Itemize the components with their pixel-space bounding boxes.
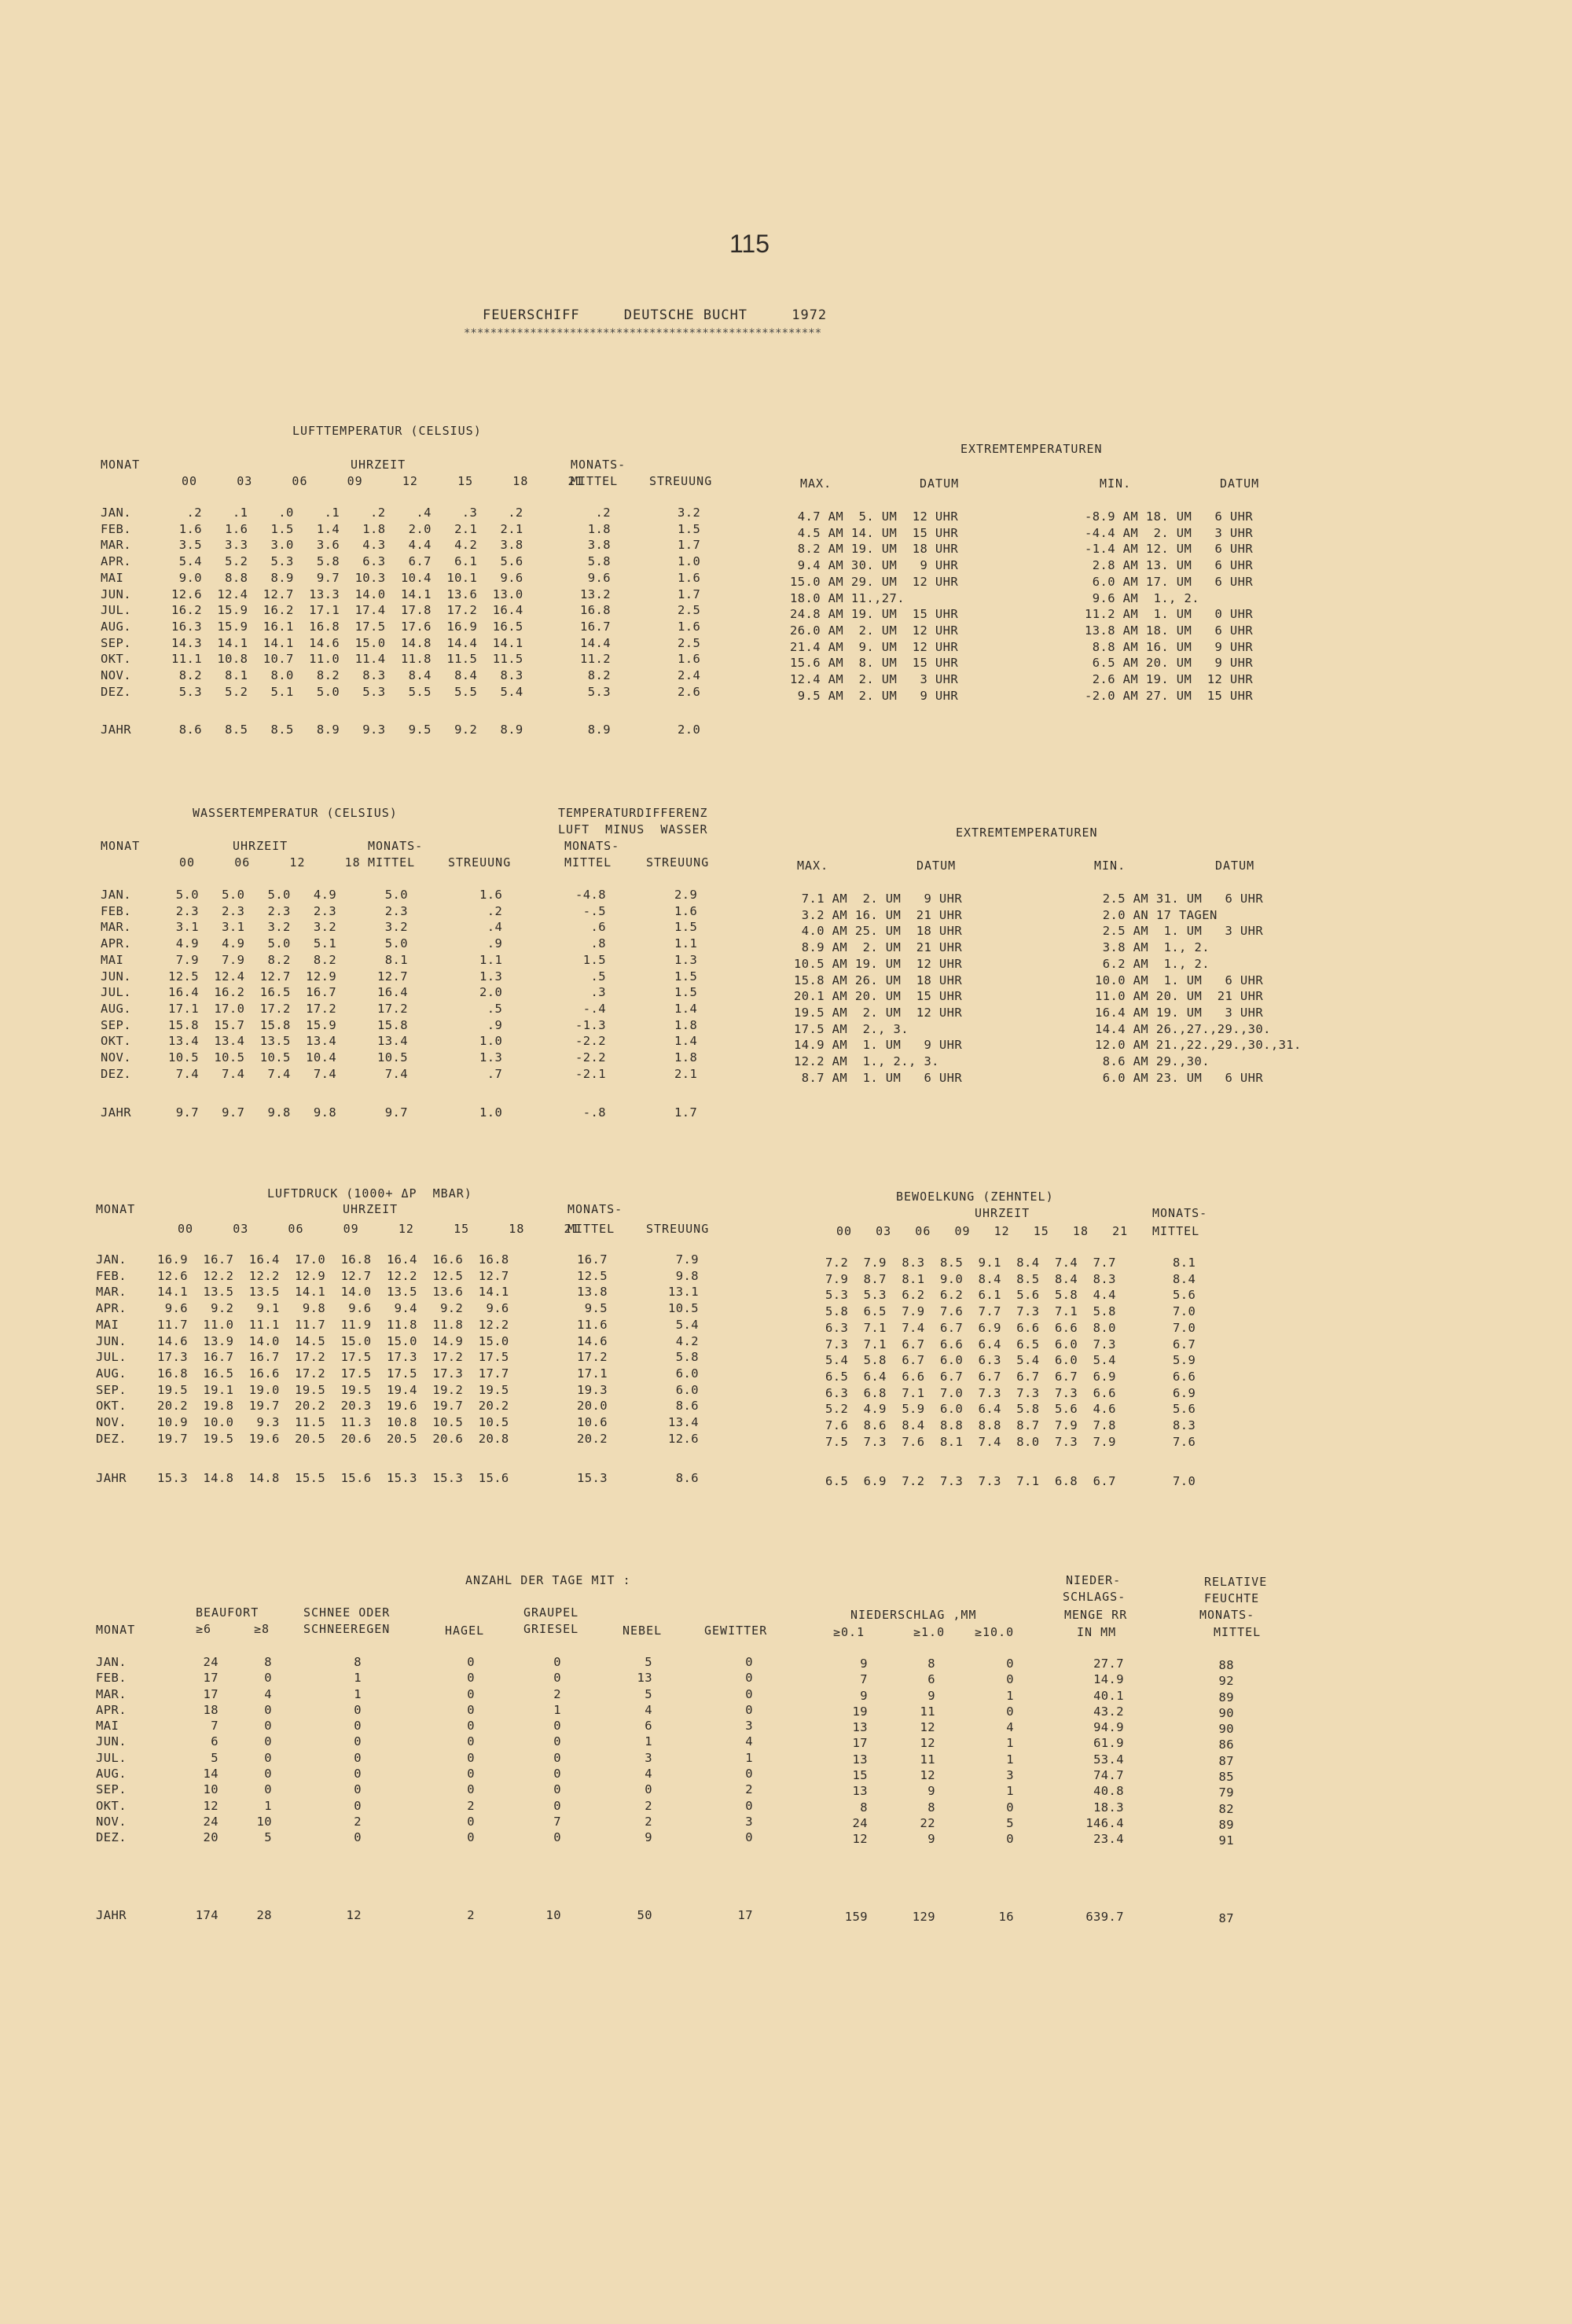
pressure-title: LUFTDRUCK (1000+ ΔP MBAR)	[267, 1186, 472, 1201]
air-extrem-title: EXTREMTEMPERATUREN	[960, 442, 1103, 456]
air-header-max: MAX.	[800, 476, 832, 491]
water-months-column: JAN. FEB. MAR. APR. MAI JUN. JUL. AUG. SEP. OKT. NOV. DEZ.	[101, 888, 131, 1081]
days-header-gewitter: GEWITTER	[704, 1623, 768, 1638]
cloud-jahr-mittel: 7.0	[1173, 1474, 1196, 1488]
days-jahr-n1: 129	[912, 1910, 935, 1924]
water-mittel-column: 5.0 2.3 3.2 5.0 8.1 12.7 16.4 17.2 15.8 13.4 10.5 7.4	[377, 888, 408, 1081]
days-header-rel4: MITTEL	[1214, 1625, 1262, 1639]
water-header-datum: DATUM	[916, 859, 957, 873]
water-header-max: MAX.	[797, 859, 829, 873]
air-header-monats: MONATS-	[571, 458, 626, 472]
water-header-streuung: STREUUNG	[448, 855, 512, 870]
days-jahr-b6: 174	[195, 1908, 219, 1922]
air-header-hours: 00 03 06 09 12 15 18 21	[182, 474, 584, 488]
days-header-schnee1: SCHNEE ODER	[303, 1605, 391, 1620]
pressure-header-hours: 00 03 06 09 12 15 18 21	[178, 1222, 580, 1236]
pressure-months-column: JAN. FEB. MAR. APR. MAI JUN. JUL. AUG. SEP. OKT. NOV. DEZ.	[96, 1252, 127, 1446]
water-header-datum2: DATUM	[1215, 859, 1255, 873]
days-header-nieder1: NIEDER-	[1066, 1573, 1122, 1587]
air-months-column: JAN. FEB. MAR. APR. MAI JUN. JUL. AUG. SEP. OKT. NOV. DEZ.	[101, 506, 131, 699]
cloud-title: BEWOELKUNG (ZEHNTEL)	[896, 1190, 1054, 1204]
water-header-uhrzeit: UHRZEIT	[233, 839, 288, 853]
days-rel-column: 88 92 89 90 90 86 87 85 79 82 89 91	[1218, 1658, 1234, 1848]
days-header-n1: ≥1.0	[913, 1625, 946, 1639]
air-jahr-mittel: 8.9	[580, 723, 611, 737]
days-b8-column: 8 0 4 0 0 0 0 0 0 1 10 5	[256, 1655, 272, 1845]
cloud-header-uhrzeit: UHRZEIT	[975, 1206, 1030, 1220]
cloud-jahr-hours: 6.5 6.9 7.2 7.3 7.3 7.1 6.8 6.7	[825, 1474, 1116, 1488]
days-months-column: JAN. FEB. MAR. APR. MAI JUN. JUL. AUG. SEP. OKT. NOV. DEZ.	[96, 1655, 127, 1845]
days-header-nieder2: SCHLAGS-	[1063, 1590, 1126, 1604]
water-diff-header-mittel: MITTEL	[564, 855, 612, 870]
air-header-datum: DATUM	[920, 476, 960, 491]
pressure-jahr-hours: 15.3 14.8 14.8 15.5 15.6 15.3 15.3 15.6	[157, 1471, 509, 1485]
days-header-b6: ≥6	[196, 1622, 212, 1636]
air-max-column: 4.7 AM 5. UM 12 UHR 4.5 AM 14. UM 15 UHR 8.2 AM 19. UM 18 UHR 9.4 AM 30. UM 9 UHR 15.0 AM 29. UM 12 UHR 18.0 AM 11.,27. 24.8 AM 19. UM 15 UHR 26.0 AM 2. UM 12 UHR 21.4 AM 9. UM 12 UHR 15.6 AM 8. UM 15 UHR 12.4 AM 2. UM 3 UHR 9.5 AM 2. UM 9 UHR	[790, 509, 959, 703]
days-schnee-column: 8 1 1 0 0 0 0 0 0 0 2 0	[354, 1655, 362, 1845]
water-min-column: 2.5 AM 31. UM 6 UHR 2.0 AN 17 TAGEN 2.5 AM 1. UM 3 UHR 3.8 AM 1., 2. 6.2 AM 1., 2. 10.0 AM 1. UM 6 UHR 11.0 AM 20. UM 21 UHR 16.4 AM 19. UM 3 UHR 14.4 AM 26.,27.,29.,30. 12.0 AM 21.,22.,29.,30.,31. 8.6 AM 29.,30. 6.0 AM 23. UM 6 UHR	[1095, 892, 1302, 1085]
days-n01-column: 9 7 9 19 13 17 13 15 13 8 24 12	[852, 1657, 868, 1847]
air-header-datum2: DATUM	[1220, 476, 1260, 491]
water-jahr-label: JAHR	[101, 1105, 131, 1120]
page-number: 115	[729, 230, 770, 258]
days-header-graupel1: GRAUPEL	[523, 1605, 579, 1620]
pressure-header-monats: MONATS-	[567, 1202, 623, 1216]
cloud-mittel-column: 8.1 8.4 5.6 7.0 7.0 6.7 5.9 6.6 6.9 5.6 8.3 7.6	[1173, 1256, 1196, 1449]
pressure-mittel-column: 16.7 12.5 13.8 9.5 11.6 14.6 17.2 17.1 19.3 20.0 10.6 20.2	[577, 1252, 608, 1446]
water-diff-header-streuung: STREUUNG	[646, 855, 710, 870]
air-hours-column: .2 .1 .0 .1 .2 .4 .3 .2 1.6 1.6 1.5 1.4 1.8 2.0 2.1 2.1 3.5 3.3 3.0 3.6 4.3 4.4 4.2 3.8 5.4 5.2 5.3 5.8 6.3 6.7 6.1 5.6 9.0 8.8 8.9 9.7 10.3 10.4 10.1 9.6 12.6 12.4 12.7 13.3 14.0 14.1 13.6 13.0 16.2 15.9 16.2 17.1 17.4 17.8 17.2 16.4 16.3 15.9 16.1 16.8 17.5 17.6 16.9 16.5 14.3 14.1 14.1 14.6 15.0 14.8 14.4 14.1 11.1 10.8 10.7 11.0 11.4 11.8 11.5 11.5 8.2 8.1 8.0 8.2 8.3 8.4 8.4 8.3 5.3 5.2 5.1 5.0 5.3 5.5 5.5 5.4	[171, 506, 523, 699]
water-header-hours: 00 06 12 18	[179, 855, 361, 870]
days-rr-column: 27.7 14.9 40.1 43.2 94.9 61.9 53.4 74.7 40.8 18.3 146.4 23.4	[1085, 1657, 1124, 1847]
water-header-monats: MONATS-	[368, 839, 424, 853]
air-header-mittel: MITTEL	[571, 474, 619, 488]
days-jahr-graupel: 10	[545, 1908, 561, 1922]
water-jahr-diff-mittel: -.8	[575, 1105, 606, 1120]
water-header-min: MIN.	[1094, 859, 1126, 873]
days-header-b8: ≥8	[254, 1622, 270, 1636]
water-jahr-streuung: 1.0	[479, 1105, 503, 1120]
title-underline: ******************************************************	[464, 327, 822, 340]
pressure-jahr-mittel: 15.3	[577, 1471, 608, 1485]
days-jahr-label: JAHR	[96, 1908, 127, 1922]
pressure-streuung-column: 7.9 9.8 13.1 10.5 5.4 4.2 5.8 6.0 6.0 8.6 13.4 12.6	[668, 1252, 699, 1446]
air-jahr-streuung: 2.0	[678, 723, 701, 737]
water-jahr-mittel: 9.7	[377, 1105, 408, 1120]
days-hagel-column: 0 0 0 0 0 0 0 0 0 2 0 0	[467, 1655, 475, 1845]
pressure-header-mittel: MITTEL	[567, 1222, 615, 1236]
days-jahr-schnee: 12	[346, 1908, 362, 1922]
days-header-graupel2: GRIESEL	[523, 1622, 579, 1636]
water-diff-header-monats: MONATS-	[564, 839, 620, 853]
air-streuung-column: 3.2 1.5 1.7 1.0 1.6 1.7 2.5 1.6 2.5 1.6 2.4 2.6	[678, 506, 701, 699]
pressure-hours-column: 16.9 16.7 16.4 17.0 16.8 16.4 16.6 16.8 12.6 12.2 12.2 12.9 12.7 12.2 12.5 12.7 14.1 13.5 13.5 14.1 14.0 13.5 13.6 14.1 9.6 9.2 9.1 9.8 9.6 9.4 9.2 9.6 11.7 11.0 11.1 11.7 11.9 11.8 11.8 12.2 14.6 13.9 14.0 14.5 15.0 15.0 14.9 15.0 17.3 16.7 16.7 17.2 17.5 17.3 17.2 17.5 16.8 16.5 16.6 17.2 17.5 17.5 17.3 17.7 19.5 19.1 19.0 19.5 19.5 19.4 19.2 19.5 20.2 19.8 19.7 20.2 20.3 19.6 19.7 20.2 10.9 10.0 9.3 11.5 11.3 10.8 10.5 10.5 19.7 19.5 19.6 20.5 20.6 20.5 20.6 20.8	[157, 1252, 509, 1446]
air-header-monat: MONAT	[101, 458, 141, 472]
days-header-beaufort: BEAUFORT	[196, 1605, 259, 1620]
days-header-hagel: HAGEL	[445, 1623, 485, 1638]
days-header-niederschlag: NIEDERSCHLAG ,MM	[850, 1608, 977, 1622]
days-header-rel1: RELATIVE	[1204, 1575, 1268, 1589]
days-jahr-gewitter: 17	[737, 1908, 753, 1922]
days-header-n01: ≥0.1	[833, 1625, 865, 1639]
water-diff-subtitle: LUFT MINUS WASSER	[558, 822, 708, 837]
page-title: FEUERSCHIFF DEUTSCHE BUCHT 1972	[483, 307, 828, 323]
days-jahr-nebel: 50	[637, 1908, 652, 1922]
pressure-jahr-streuung: 8.6	[668, 1471, 699, 1485]
water-diff-title: TEMPERATURDIFFERENZ	[558, 806, 708, 820]
days-header-rel3: MONATS-	[1199, 1608, 1255, 1622]
days-n10-column: 0 0 1 0 4 1 1 3 1 0 5 0	[1006, 1657, 1014, 1847]
air-min-column: -8.9 AM 18. UM 6 UHR -4.4 AM 2. UM 3 UHR -1.4 AM 12. UM 6 UHR 2.8 AM 13. UM 6 UHR 6.0 AM 17. UM 6 UHR 9.6 AM 1., 2. 11.2 AM 1. UM 0 UHR 13.8 AM 18. UM 6 UHR 8.8 AM 16. UM 9 UHR 6.5 AM 20. UM 9 UHR 2.6 AM 19. UM 12 UHR -2.0 AM 27. UM 15 UHR	[1085, 509, 1254, 703]
pressure-jahr-label: JAHR	[96, 1471, 127, 1485]
days-jahr-rr: 639.7	[1085, 1910, 1124, 1924]
water-header-mittel: MITTEL	[368, 855, 416, 870]
days-header-nebel: NEBEL	[623, 1623, 663, 1638]
days-header-monat: MONAT	[96, 1623, 136, 1637]
cloud-header-monats: MONATS-	[1152, 1206, 1208, 1220]
days-header-nieder3: MENGE RR	[1064, 1608, 1128, 1622]
air-jahr-label: JAHR	[101, 723, 131, 737]
days-header-schnee2: SCHNEEREGEN	[303, 1622, 391, 1636]
days-b6-column: 24 17 17 18 7 6 5 14 10 12 24 20	[203, 1655, 219, 1845]
days-title: ANZAHL DER TAGE MIT :	[465, 1573, 631, 1587]
pressure-header-monat: MONAT	[96, 1202, 136, 1216]
water-diff-mittel-column: -4.8 -.5 .6 .8 1.5 .5 .3 -.4 -1.3 -2.2 -2.2 -2.1	[575, 888, 606, 1081]
cloud-hours-column: 7.2 7.9 8.3 8.5 9.1 8.4 7.4 7.7 7.9 8.7 8.1 9.0 8.4 8.5 8.4 8.3 5.3 5.3 6.2 6.2 6.1 5.6 5.8 4.4 5.8 6.5 7.9 7.6 7.7 7.3 7.1 5.8 6.3 7.1 7.4 6.7 6.9 6.6 6.6 8.0 7.3 7.1 6.7 6.6 6.4 6.5 6.0 7.3 5.4 5.8 6.7 6.0 6.3 5.4 6.0 5.4 6.5 6.4 6.6 6.7 6.7 6.7 6.7 6.9 6.3 6.8 7.1 7.0 7.3 7.3 7.3 6.6 5.2 4.9 5.9 6.0 6.4 5.8 5.6 4.6 7.6 8.6 8.4 8.8 8.8 8.7 7.9 7.8 7.5 7.3 7.6 8.1 7.4 8.0 7.3 7.9	[825, 1256, 1116, 1449]
days-jahr-n10: 16	[998, 1910, 1014, 1924]
pressure-header-uhrzeit: UHRZEIT	[343, 1202, 399, 1216]
days-nebel-column: 5 13 5 4 6 1 3 4 0 2 2 9	[637, 1655, 652, 1845]
days-n1-column: 8 6 9 11 12 12 11 12 9 8 22 9	[920, 1657, 935, 1847]
days-jahr-n01: 159	[844, 1910, 868, 1924]
air-mittel-column: .2 1.8 3.8 5.8 9.6 13.2 16.8 16.7 14.4 11.2 8.2 5.3	[580, 506, 611, 699]
days-jahr-b8: 28	[256, 1908, 272, 1922]
cloud-header-mittel: MITTEL	[1152, 1224, 1200, 1238]
days-header-nieder4: IN MM	[1077, 1625, 1117, 1639]
water-diff-streuung-column: 2.9 1.6 1.5 1.1 1.3 1.5 1.5 1.4 1.8 1.4 1.8 2.1	[674, 888, 698, 1081]
water-hours-column: 5.0 5.0 5.0 4.9 2.3 2.3 2.3 2.3 3.1 3.1 3.2 3.2 4.9 4.9 5.0 5.1 7.9 7.9 8.2 8.2 12.5 12.4 12.7 12.9 16.4 16.2 16.5 16.7 17.1 17.0 17.2 17.2 15.8 15.7 15.8 15.9 13.4 13.4 13.5 13.4 10.5 10.5 10.5 10.4 7.4 7.4 7.4 7.4	[168, 888, 337, 1081]
days-jahr-hagel: 2	[467, 1908, 475, 1922]
water-streuung-column: 1.6 .2 .4 .9 1.1 1.3 2.0 .5 .9 1.0 1.3 .7	[479, 888, 503, 1081]
days-jahr-rel: 87	[1218, 1911, 1234, 1925]
water-header-monat: MONAT	[101, 839, 141, 853]
cloud-header-hours: 00 03 06 09 12 15 18 21	[836, 1224, 1129, 1238]
days-graupel-column: 0 0 2 1 0 0 0 0 0 0 7 0	[553, 1655, 561, 1845]
air-title: LUFTTEMPERATUR (CELSIUS)	[292, 424, 482, 438]
water-max-column: 7.1 AM 2. UM 9 UHR 3.2 AM 16. UM 21 UHR 4.0 AM 25. UM 18 UHR 8.9 AM 2. UM 21 UHR 10.5 AM 19. UM 12 UHR 15.8 AM 26. UM 18 UHR 20.1 AM 20. UM 15 UHR 19.5 AM 2. UM 12 UHR 17.5 AM 2., 3. 14.9 AM 1. UM 9 UHR 12.2 AM 1., 2., 3. 8.7 AM 1. UM 6 UHR	[794, 892, 963, 1085]
water-jahr-hours: 9.7 9.7 9.8 9.8	[168, 1105, 337, 1120]
air-header-streuung: STREUUNG	[649, 474, 713, 488]
air-header-min: MIN.	[1100, 476, 1132, 491]
days-header-n10: ≥10.0	[975, 1625, 1015, 1639]
water-title: WASSERTEMPERATUR (CELSIUS)	[193, 806, 398, 820]
air-jahr-hours: 8.6 8.5 8.5 8.9 9.3 9.5 9.2 8.9	[171, 723, 523, 737]
air-header-uhrzeit: UHRZEIT	[351, 458, 406, 472]
days-header-rel2: FEUCHTE	[1204, 1591, 1260, 1605]
water-extrem-title: EXTREMTEMPERATUREN	[956, 826, 1098, 840]
pressure-header-streuung: STREUUNG	[646, 1222, 710, 1236]
days-gewitter-column: 0 0 0 0 3 4 1 0 2 0 3 0	[745, 1655, 753, 1845]
water-jahr-diff-streuung: 1.7	[674, 1105, 698, 1120]
